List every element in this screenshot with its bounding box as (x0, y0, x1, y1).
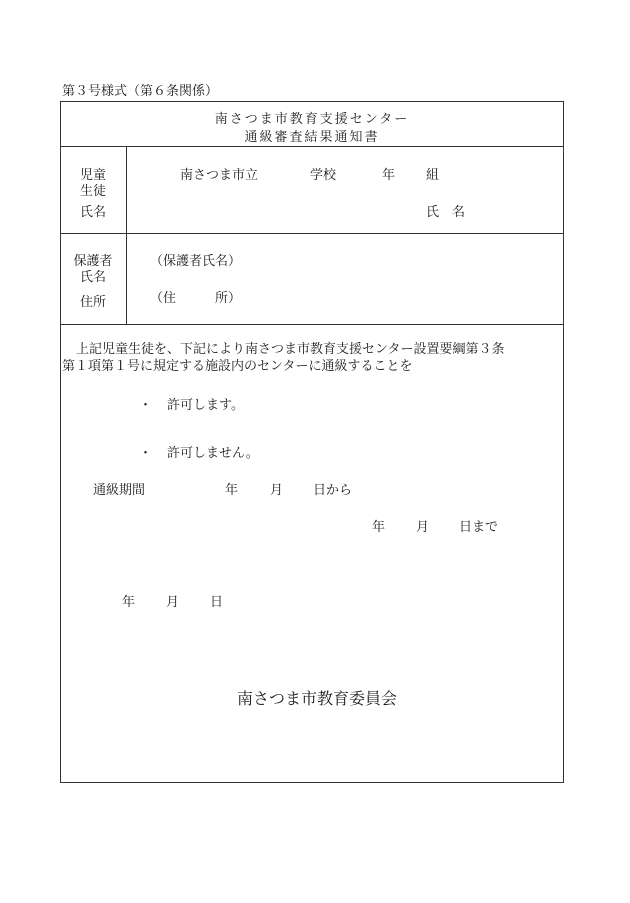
grade-year-unit: 年 (382, 168, 396, 183)
body-line2: 第１項第１号に規定する施設内のセンターに通級することを (62, 359, 413, 374)
period-end-year: 年 (372, 520, 386, 535)
guardian-name-field: （保護者氏名） (150, 254, 242, 269)
form-frame (60, 101, 564, 783)
guardian-address-field: （住 所） (150, 291, 242, 306)
option-permit: 許可します。 (167, 398, 244, 413)
divider-title (60, 146, 564, 147)
student-label-line1: 児童 (79, 168, 106, 183)
guardian-label-line2: 氏名 (79, 270, 106, 285)
period-start-day: 日から (313, 483, 353, 498)
issuer-name: 南さつま市教育委員会 (237, 689, 398, 708)
form-number: 第３号様式（第６条関係） (62, 84, 219, 99)
issue-day: 日 (210, 595, 224, 610)
period-label: 通級期間 (93, 483, 146, 498)
option-deny: 許可しません。 (167, 446, 259, 461)
bullet-permit: ・ (139, 398, 153, 413)
address-label: 住所 (79, 295, 106, 310)
school-suffix: 学校 (310, 168, 337, 183)
period-end-month: 月 (416, 520, 430, 535)
divider-guardian (60, 324, 564, 325)
guardian-label-line1: 保護者 (73, 254, 113, 269)
issue-month: 月 (166, 595, 180, 610)
divider-label-column (126, 146, 127, 324)
form-title-line2: 通級審査結果通知書 (244, 130, 380, 145)
body-line1: 上記児童生徒を、下記により南さつま市教育支援センター設置要綱第３条 (76, 342, 505, 357)
bullet-deny: ・ (139, 446, 153, 461)
issue-year: 年 (122, 595, 136, 610)
student-label-line3: 氏名 (79, 205, 106, 220)
period-end-day: 日まで (459, 520, 499, 535)
student-label-line2: 生徒 (79, 184, 106, 199)
school-prefix: 南さつま市立 (180, 168, 259, 183)
form-title-line1: 南さつま市教育支援センター (214, 112, 410, 127)
student-name-label: 氏 名 (426, 205, 466, 220)
class-unit: 組 (426, 168, 440, 183)
period-start-month: 月 (270, 483, 284, 498)
divider-student (60, 233, 564, 234)
period-start-year: 年 (225, 483, 239, 498)
